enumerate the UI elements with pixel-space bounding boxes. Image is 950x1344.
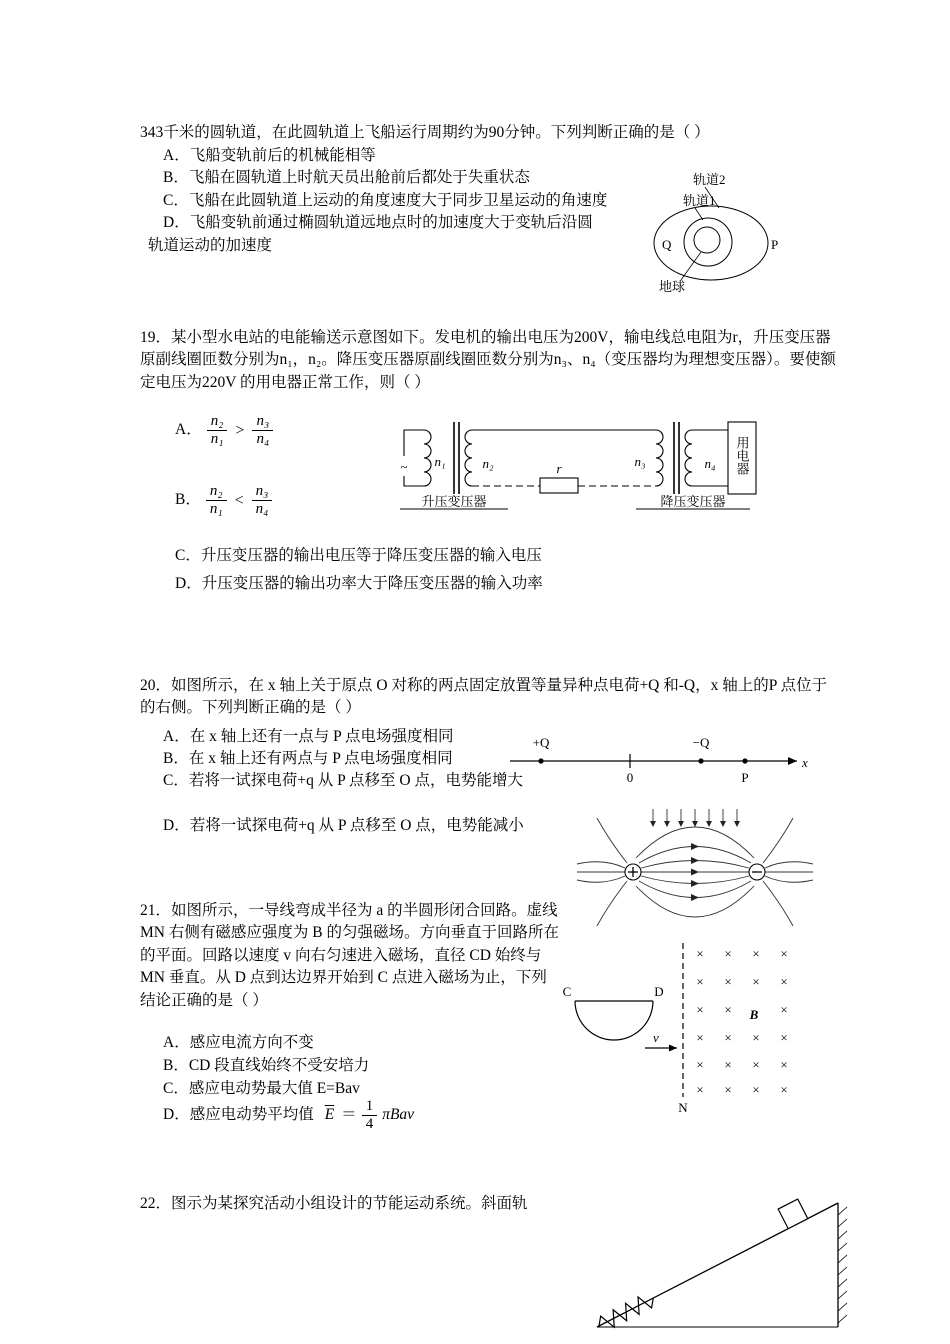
- line-resistance-box: [540, 478, 578, 493]
- cross-icon: ×: [696, 1030, 704, 1045]
- point-p-label: P: [771, 237, 779, 252]
- q18-option-d: D．飞船变轨前通过椭圆轨道远地点时的加速度大于变轨后沿圆轨道运动的加速度: [148, 214, 593, 254]
- axis-arrowhead-icon: [788, 757, 797, 765]
- velocity-arrowhead-icon: [669, 1045, 677, 1052]
- orbit1-label: 轨道1: [683, 193, 716, 208]
- q19-stem: 19．某小型水电站的电能输送示意图如下。发电机的输出电压为200V，输电线总电阻为r，升压变压器原副线圈匝数分别为n₁，n₂。降压变压器原副线圈匝数分别为n₃、n₄（变压器均为理想变压器）。要使额定电压为220V 的用电器正常工作，则（ ）: [140, 329, 836, 391]
- earth-label: 地球: [659, 279, 686, 294]
- option-a-label: A．: [175, 421, 202, 439]
- field-arrowheads: [650, 821, 740, 901]
- cross-icon: ×: [752, 946, 760, 961]
- stepdown-transformer-label: 降压变压器: [660, 494, 726, 509]
- q20-option-d: D．若将一试探电荷+q 从 P 点移至 O 点，电势能减小: [163, 817, 524, 834]
- r-label: r: [556, 461, 562, 476]
- cross-icon: ×: [724, 974, 732, 989]
- orbit-diagram: [645, 172, 815, 302]
- fraction-numerator: 1: [362, 1098, 378, 1116]
- n1-label: n₁: [434, 454, 446, 469]
- fraction-n3-n4: [252, 413, 273, 448]
- formula-tail: πBav: [382, 1106, 415, 1124]
- cross-icon: ×: [752, 1082, 760, 1097]
- fraction-n2-n1: [207, 413, 228, 448]
- fraction-numerator: n₃: [252, 483, 273, 501]
- cross-icon: ×: [696, 1057, 704, 1072]
- point-n-label: N: [678, 1100, 688, 1115]
- plus-charge-dot: [538, 758, 543, 763]
- cross-icon: ×: [780, 1057, 788, 1072]
- less-than-sign: <: [234, 491, 244, 509]
- cross-icon: ×: [724, 1030, 732, 1045]
- fraction-1-4: [362, 1098, 378, 1133]
- orbit2-label: 轨道2: [693, 172, 726, 187]
- cross-icon: ×: [696, 946, 704, 961]
- cross-icon: ×: [724, 1002, 732, 1017]
- cross-icon: ×: [780, 974, 788, 989]
- fraction-n2-n1: [206, 483, 227, 518]
- field-cross-region: [696, 946, 787, 1097]
- ac-source-symbol: ~: [400, 459, 408, 474]
- q18-option-c: C．飞船在此圆轨道上运动的角度速度大于同步卫星运动的角速度: [163, 191, 608, 209]
- fraction-numerator: n₂: [206, 483, 227, 501]
- orbit1-leader-line: [695, 208, 703, 220]
- minus-charge-dot: [698, 758, 703, 763]
- q18-stem: 343千米的圆轨道，在此圆轨道上飞船运行周期约为90分钟。下列判断正确的是（ ）: [140, 124, 710, 141]
- earth-circle: [694, 227, 720, 253]
- cross-icon: ×: [724, 1082, 732, 1097]
- option-d-label: D．感应电动势平均值: [163, 1106, 314, 1124]
- coil-n3: [656, 430, 663, 486]
- fraction-numerator: n₃: [252, 413, 273, 431]
- dipole-field-lines-image: [575, 806, 815, 936]
- cross-icon: ×: [780, 1030, 788, 1045]
- fraction-n3-n4: [252, 483, 273, 518]
- point-p-dot: [742, 758, 747, 763]
- fraction-denominator: n₁: [210, 430, 224, 447]
- cross-icon: ×: [696, 1082, 704, 1097]
- q19-option-b: [175, 483, 272, 518]
- velocity-label: v: [653, 1030, 659, 1045]
- q20-stem: 20．如图所示，在 x 轴上关于原点 O 对称的两点固定放置等量异种点电荷+Q 和-Q，x 轴上的P 点位于的右侧。下列判断正确的是（ ）: [140, 677, 828, 717]
- block-on-incline: [778, 1199, 808, 1229]
- n2-label: n₂: [482, 456, 494, 471]
- incline-spring-diagram: [585, 1185, 865, 1335]
- q21-stem: 21．如图所示，一导线弯成半径为 a 的半圆形闭合回路。虚线 MN 右侧有磁感应强度为 B 的匀强磁场。方向垂直于回路所在的平面。回路以速度 v 向右匀速进入磁场，直径 CD 始终与 MN 垂直。从 D 点到达边界开始到 C 点进入磁场为止，下列结论正确的是（ ）: [140, 902, 559, 1009]
- cross-icon: ×: [780, 1002, 788, 1017]
- emf-average-symbol: $\overline{E}$: [324, 1106, 335, 1124]
- cross-icon: ×: [780, 946, 788, 961]
- stepup-transformer-label: 升压变压器: [421, 494, 487, 509]
- semicircle-loop: [575, 1001, 653, 1040]
- magnetic-field-diagram: [555, 935, 830, 1120]
- cross-icon: ×: [724, 1057, 732, 1072]
- cross-icon: ×: [696, 974, 704, 989]
- orbit1-circle: [684, 218, 732, 266]
- n4-label: n₄: [704, 456, 716, 471]
- origin-label: 0: [626, 770, 634, 785]
- source-wire-top: [404, 430, 424, 456]
- q20-option-a: A．在 x 轴上还有一点与 P 点电场强度相同: [163, 728, 454, 745]
- load-label: 用电器: [734, 436, 750, 475]
- equals-sign: ＝: [341, 1106, 357, 1124]
- q20-option-b: B．在 x 轴上还有两点与 P 点电场强度相同: [163, 750, 453, 767]
- q21-option-c: C．感应电动势最大值 E=Bav: [163, 1080, 360, 1097]
- field-b-label: B: [749, 1007, 759, 1022]
- point-d-label: D: [654, 984, 664, 999]
- cross-icon: ×: [752, 1030, 760, 1045]
- q19-option-a: [175, 413, 273, 448]
- fraction-denominator: 4: [365, 1115, 374, 1132]
- earth-leader-line: [681, 252, 701, 280]
- cross-icon: ×: [752, 974, 760, 989]
- point-p-label: P: [741, 770, 749, 785]
- q21-option-b: B．CD 段直线始终不受安培力: [163, 1057, 370, 1074]
- charge-axis-diagram: [505, 733, 815, 788]
- wall-hatching: [838, 1207, 847, 1323]
- power-transmission-circuit-diagram: [388, 408, 778, 511]
- fraction-denominator: n₄: [256, 430, 270, 447]
- point-q-label: Q: [662, 237, 672, 252]
- q18-option-a: A．飞船变轨前后的机械能相等: [163, 147, 376, 164]
- coil-n4: [685, 430, 692, 486]
- option-b-label: B．: [175, 491, 201, 509]
- coil-n2: [465, 430, 472, 486]
- cross-icon: ×: [696, 1002, 704, 1017]
- minus-q-label: −Q: [692, 735, 710, 750]
- n3-label: n₃: [634, 454, 646, 469]
- q18-option-b: B．飞船在圆轨道上时航天员出舱前后都处于失重状态: [163, 169, 530, 187]
- point-c-label: C: [562, 984, 572, 999]
- q19-option-d: D．升压变压器的输出功率大于降压变压器的输入功率: [175, 575, 543, 592]
- source-wire-bottom: [404, 476, 424, 486]
- q20-option-c: C．若将一试探电荷+q 从 P 点移至 O 点，电势能增大: [163, 772, 523, 789]
- q21-option-a: A．感应电流方向不变: [163, 1034, 314, 1051]
- x-axis-label: x: [802, 755, 808, 770]
- cross-icon: ×: [724, 946, 732, 961]
- fraction-numerator: n₂: [207, 413, 228, 431]
- coil-n1: [424, 430, 431, 486]
- cross-icon: ×: [780, 1082, 788, 1097]
- cross-icon: ×: [752, 1057, 760, 1072]
- fraction-denominator: n₁: [209, 500, 223, 517]
- q18-options: [148, 145, 608, 257]
- q19-option-c: C．升压变压器的输出电压等于降压变压器的输入电压: [175, 547, 542, 564]
- fraction-denominator: n₄: [255, 500, 269, 517]
- q22-stem: 22．图示为某探究活动小组设计的节能运动系统。斜面轨: [140, 1195, 528, 1212]
- q21-option-d: [163, 1098, 414, 1133]
- plus-q-label: +Q: [532, 735, 550, 750]
- greater-than-sign: >: [235, 421, 245, 439]
